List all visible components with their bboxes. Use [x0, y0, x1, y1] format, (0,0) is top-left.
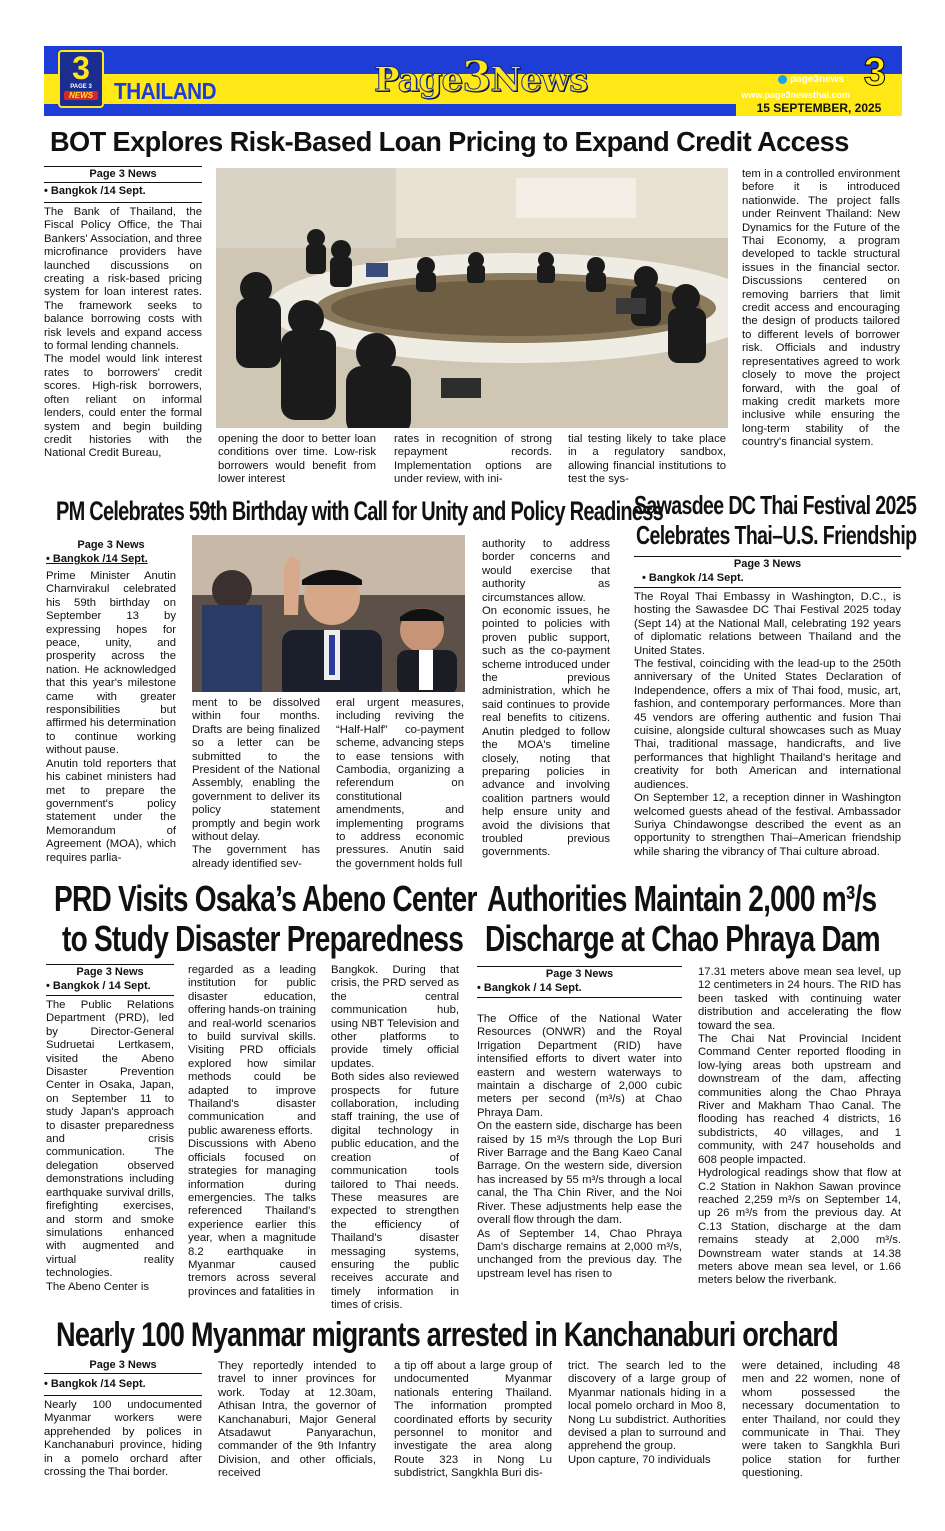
- myanmar-byline: [44, 1358, 202, 1396]
- logo-subtitle: PAGE 3: [70, 84, 92, 90]
- byline-dateline: • Bangkok / 14 Sept.: [46, 980, 174, 996]
- myanmar-headline: Nearly 100 Myanmar migrants arrested in Kanchanaburi orchard: [56, 1316, 838, 1354]
- social-handle-text: page3news: [790, 74, 844, 85]
- dam-column-1: [477, 966, 682, 1281]
- prd-column-1: [46, 964, 174, 1294]
- bot-column-2: [218, 433, 376, 487]
- sawasdee-headline-line-1: Sawasdee DC Thai Festival 2025: [634, 490, 917, 520]
- dam-byline: [477, 966, 682, 998]
- byline-dateline: • Bangkok /14 Sept.: [634, 572, 901, 588]
- pm-paragraph-1: Prime Minister Anutin Charnvirakul celebrated his 59th birthday on September 13 by expressing hopes for peace, unity, and prosperity across the nation. He acknowledged that this year's milestone came with greater responsibilities but affirmed his determination to continue working without pause.: [46, 570, 176, 757]
- pm-paragraph-5: eral urgent measures, including reviving the “Half-Half” co-payment scheme, advancing steps to ease tensions with Cambodia, organizing a referendum on constitutional amendments, and implementing programs to address economic pressures. Anutin said the government holds full: [336, 697, 464, 870]
- byline-source: Page 3 News: [44, 166, 202, 183]
- bot-column-1: [44, 166, 202, 461]
- title-part-number: 3: [462, 52, 491, 101]
- publication-title: [374, 52, 588, 101]
- myanmar-paragraph-5: Upon capture, 70 individuals: [568, 1453, 711, 1466]
- pm-column-2: [192, 697, 320, 871]
- pm-column-1: [46, 538, 176, 865]
- dam-headline-line-1: Authorities Maintain 2,000 m³/s: [487, 878, 877, 919]
- byline-source: Page 3 News: [77, 539, 145, 551]
- twitter-icon: [778, 75, 787, 84]
- myanmar-column-1: [44, 1358, 202, 1479]
- title-part-right: News: [490, 60, 588, 100]
- byline-source: Page 3 News: [46, 964, 174, 980]
- bot-paragraph-3: opening the door to better loan conditions over time. Low-risk borrowers would benefit from lower interest: [218, 433, 376, 486]
- sawasdee-paragraph-2: The festival, coinciding with the lead-up to the 250th anniversary of the United States Declaration of Independence, offers a mix of Thai food, music, art, fashion, and contemporary performances. More than 45 vendors are offering authentic and fusion Thai cuisine, alongside cultural showcases such as Muay Thai, traditional massage, handicrafts, and live performances that highlight Thailand's heritage and creativity for both American and international audiences.: [634, 658, 901, 791]
- prd-column-2: [188, 964, 316, 1299]
- byline-dateline: • Bangkok /14 Sept.: [44, 1374, 202, 1396]
- bot-column-5: [742, 168, 900, 450]
- byline-dateline: • Bangkok /14 Sept.: [44, 183, 202, 203]
- prd-headline-line-1: PRD Visits Osaka’s Abeno Center: [54, 878, 477, 919]
- pm-column-3: [336, 697, 464, 871]
- prd-byline: [46, 964, 174, 996]
- bot-headline: BOT Explores Risk-Based Loan Pricing to Expand Credit Access: [50, 126, 849, 157]
- dam-paragraph-5: The Chai Nat Provincial Incident Command Center reported flooding in low-lying areas both upstream and downstream of the dam, affecting communities along the Chao Phraya River and Makham Thao Canal. The flooding has reached 4 districts, 16 subdistricts, 40 villages, and 1 community, with 247 households and 608 people impacted.: [698, 1033, 901, 1166]
- prd-paragraph-5: Bangkok. During that crisis, the PRD served as the central communication hub, using NBT Television and other platforms to provide timely official updates.: [331, 964, 459, 1070]
- sawasdee-paragraph-3: On September 12, a reception dinner in Washington welcomed guests ahead of the festival. Ambassador Suriya Chindawongse described the event as an opportunity to strengthen Thai–American friendship while sharing the vibrancy of Thai culture abroad.: [634, 792, 901, 858]
- byline-dateline: • Bangkok /14 Sept.: [46, 553, 148, 565]
- myanmar-paragraph-3: a tip off about a large group of undocumented Myanmar nationals entering Thailand. The information prompted coordinated efforts by security personnel to monitor and investigate the area along Route 323 in Nong Lu subdistrict, Sangkhla Buri dis-: [394, 1360, 552, 1480]
- pm-photo: [192, 535, 465, 692]
- dam-paragraph-1: The Office of the National Water Resources (ONWR) and the Royal Irrigation Department (RID) have intensified efforts to divert water into eastern and western waterways to maintain a discharge of 2,000 cubic meters per second (m³/s) at Chao Phraya Dam.: [477, 1013, 682, 1119]
- issue-date: 15 SEPTEMBER, 2025: [736, 100, 902, 116]
- prd-paragraph-1: The Public Relations Department (PRD), led by Director-General Sudruetai Lertkasem, visited the Abeno Disaster Prevention Center in Osaka, Japan, on September 11 to study Japan's approach to disaster preparedness and crisis communication. The delegation observed demonstrations including earthquake survival drills, firefighting exercises, and storm and smoke simulations enhanced with augmented and virtual reality technologies.: [46, 999, 174, 1280]
- pm-byline: [46, 538, 176, 570]
- myanmar-paragraph-1: Nearly 100 undocumented Myanmar workers were apprehended by polices in Kanchanaburi province, hiding in a pomelo orchard after crossing the Thai border.: [44, 1399, 202, 1479]
- prd-paragraph-2: The Abeno Center is: [46, 1280, 149, 1293]
- logo-number: 3: [72, 50, 90, 86]
- pm-paragraph-7: On economic issues, he pointed to policies with proven public support, such as the co-payment scheme introduced under the previous administration, which he said continues to provide real benefits to citizens. Anutin pledged to follow the MOA's timeline closely, noting that preparing policies in advance and involving coalition partners would help ensure unity and avoid the divisions that troubled previous governments.: [482, 605, 610, 859]
- bot-paragraph-5: tial testing likely to take place in a regulatory sandbox, allowing financial institutions to test the sys-: [568, 433, 726, 486]
- sawasdee-byline: [634, 556, 901, 588]
- pm-column-4: [482, 538, 610, 860]
- byline-dateline: • Bangkok / 14 Sept.: [477, 982, 682, 998]
- dam-paragraph-3: As of September 14, Chao Phraya Dam's discharge remains at 2,000 m³/s, unchanged from the previous day. The upstream level has risen to: [477, 1227, 682, 1280]
- myanmar-column-2: [218, 1360, 376, 1481]
- byline-source: Page 3 News: [44, 1358, 202, 1374]
- dam-headline-line-2: Discharge at Chao Phraya Dam: [485, 918, 880, 959]
- pm-headline: PM Celebrates 59th Birthday with Call for Unity and Policy Readiness: [56, 496, 663, 526]
- dam-paragraph-2: On the eastern side, discharge has been raised by 15 m³/s through the Lop Buri River Barrage and the Bang Kaeo Canal Barrage. On the western side, diversion has increased by 55 m³/s through a local canal, the Tha Chin River, and the Noi River. These adjustments help ease the overall flow through the dam.: [477, 1120, 682, 1227]
- bot-byline: [44, 166, 202, 203]
- prd-column-3: [331, 964, 459, 1313]
- myanmar-paragraph-6: were detained, including 48 men and 22 women, none of whom possessed the necessary documentation to enter Thailand, nor could they communicate in Thai. They were taken to Sangkhla Buri police station for further questioning.: [742, 1360, 900, 1480]
- page-number: 3: [863, 50, 886, 94]
- country-label: THAILAND: [114, 78, 217, 104]
- dam-paragraph-4: 17.31 meters above mean sea level, up 12 centimeters in 24 hours. The RID has been tasked with continuing water distribution and accelerating the flow toward the sea.: [698, 966, 901, 1032]
- myanmar-paragraph-4: trict. The search led to the discovery of a large group of Myanmar nationals hiding in a local pomelo orchard in Moo 8, Nong Lu subdistrict. Authorities devised a plan to surround and apprehend the group.: [568, 1360, 726, 1453]
- logo-news: NEWS: [64, 91, 98, 100]
- prd-paragraph-6: Both sides also reviewed prospects for future collaboration, including staff training, the use of digital technology in public education, and the creation of communication tools tailored to Thai needs. These measures are expected to strengthen the efficiency of Thailand's disaster messaging systems, ensuring the public receives accurate and timely information in times of crisis.: [331, 1071, 459, 1312]
- pm-paragraph-4: The government has already identified sev-: [192, 844, 320, 870]
- bot-column-3: [394, 433, 552, 487]
- dam-column-2: [698, 966, 901, 1288]
- myanmar-column-4: [568, 1360, 726, 1467]
- social-handle: [778, 74, 844, 85]
- pm-photo-illustration: [192, 535, 465, 692]
- website-url: www.page3newsthai.com: [741, 90, 850, 100]
- myanmar-paragraph-2: They reportedly intended to travel to inner provinces for work. Today at 12.30am, Athisan Intra, the governor of Kanchanaburi, Major General Atsadawut Panyarachun, commander of the 9th Infantry Division, and other officials, received: [218, 1360, 376, 1480]
- page3-logo: [58, 50, 104, 108]
- bot-paragraph-6: tem in a controlled environment before it is introduced nationwide. The project falls under Reinvent Thailand: New Dynamics for the Future of the Thai Economy, a program developed to tackle structural issues in the financial sector. Discussions centered on removing barriers that limit credit access and encouraging the design of products tailored to different levels of borrower risk. Officials and industry representatives agreed to work closely to move the project forward, with the goal of making credit markets more inclusive while ensuring the long-term stability of the country's financial system.: [742, 168, 900, 449]
- prd-paragraph-3: regarded as a leading institution for public disaster education, offering hands-on training and real-world scenarios to build survival skills. Visiting PRD officials explored how similar methods could be adapted to improve Thailand's disaster communication and public awareness efforts.: [188, 964, 316, 1137]
- pm-paragraph-3: ment to be dissolved within four months. Drafts are being finalized so a letter can be submitted to the President of the National Assembly, enabling the government to deliver its policy statement promptly and begin work without delay.: [192, 697, 320, 844]
- bot-paragraph-2: The model would link interest rates to borrowers' credit scores. High-risk borrowers, often reliant on informal lenders, could enter the formal system and begin building credit histories with the National Credit Bureau,: [44, 353, 202, 460]
- bot-paragraph-1: The Bank of Thailand, the Fiscal Policy Office, the Thai Bankers' Association, and three microfinance providers have launched discussions on creating a risk-based pricing system for loan interest rates. The framework seeks to balance borrowing costs with risk levels and expand access to formal lending channels.: [44, 206, 202, 353]
- title-part-left: Page: [374, 60, 463, 100]
- prd-paragraph-4: Discussions with Abeno officials focused on strategies for managing information during emergencies. The talks referenced Thailand's experience earlier this year, when a magnitude 8.2 earthquake in Myanmar caused tremors across several provinces and fatalities in: [188, 1138, 316, 1298]
- bot-paragraph-4: rates in recognition of strong repayment records. Implementation options are under review, with ini-: [394, 433, 552, 486]
- meeting-photo-illustration: [216, 168, 728, 428]
- sawasdee-paragraph-1: The Royal Thai Embassy in Washington, D.C., is hosting the Sawasdee DC Thai Festival 2025 today (Sept 14) at the National Mall, celebrating 192 years of diplomatic relations between Thailand and the United States.: [634, 591, 901, 657]
- sawasdee-column: [634, 556, 901, 859]
- dam-paragraph-6: Hydrological readings show that flow at C.2 Station in Nakhon Sawan province reached 2,259 m³/s on September 14, up 26 m³/s from the previous day. At C.13 Station, discharge at the dam remains steady at 2,000 m³/s. Downstream water stands at 14.38 meters above mean sea level, or 1.66 meters below the riverbank.: [698, 1167, 901, 1287]
- bot-meeting-photo: [216, 168, 728, 428]
- myanmar-column-5: [742, 1360, 900, 1481]
- prd-headline-line-2: to Study Disaster Preparedness: [62, 918, 464, 959]
- byline-source: Page 3 News: [477, 966, 682, 982]
- myanmar-column-3: [394, 1360, 552, 1481]
- pm-paragraph-2: Anutin told reporters that his cabinet ministers had met to prepare the government's policy statement under the Memorandum of Agreement (MOA), which requires parlia-: [46, 757, 176, 864]
- sawasdee-headline-line-2: Celebrates Thai–U.S. Friendship: [636, 520, 917, 550]
- pm-paragraph-6: authority to address border concerns and would exercise that authority as circumstances allow.: [482, 538, 610, 604]
- bot-column-4: [568, 433, 726, 487]
- byline-source: Page 3 News: [634, 556, 901, 572]
